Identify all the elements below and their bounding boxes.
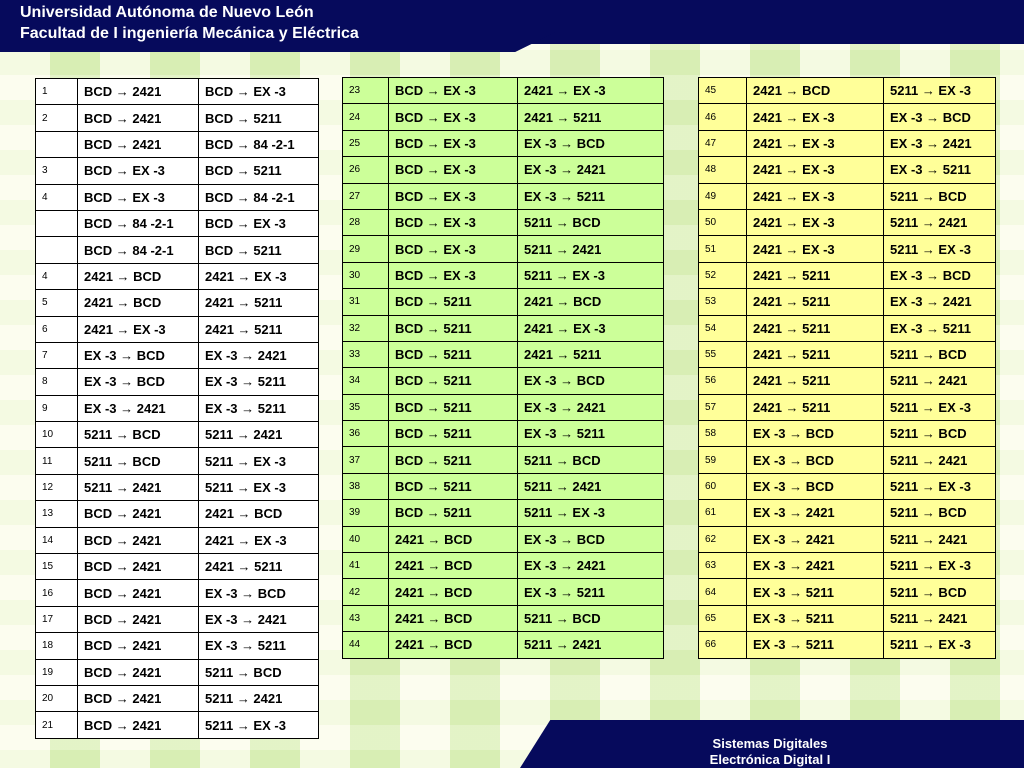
conversion-a: BCD → 5211	[389, 315, 518, 341]
table-row	[343, 473, 664, 499]
conversion-a: EX -3 → 2421	[747, 526, 884, 552]
row-number: 4	[36, 184, 78, 210]
conversion-b: 5211 → BCD	[518, 605, 664, 631]
conversion-a: BCD → 2421	[78, 685, 199, 711]
table-row	[699, 579, 996, 605]
table-row	[36, 395, 319, 421]
table-row	[36, 685, 319, 711]
conversion-table-3	[698, 77, 996, 659]
conversion-a: EX -3 → 5211	[747, 605, 884, 631]
table-row	[343, 500, 664, 526]
row-number: 47	[699, 130, 747, 156]
conversion-b: EX -3 → 2421	[884, 289, 996, 315]
row-number: 30	[343, 262, 389, 288]
conversion-b: BCD → 84 -2-1	[199, 184, 319, 210]
row-number: 31	[343, 289, 389, 315]
row-number: 66	[699, 632, 747, 658]
table-row	[699, 236, 996, 262]
row-number: 56	[699, 368, 747, 394]
conversion-b: EX -3 → BCD	[518, 368, 664, 394]
conversion-a: 2421 → EX -3	[747, 209, 884, 235]
table-row	[699, 368, 996, 394]
conversion-a: 2421 → BCD	[389, 605, 518, 631]
table-row	[699, 447, 996, 473]
row-number: 53	[699, 289, 747, 315]
conversion-a: 2421 → BCD	[389, 526, 518, 552]
conversion-a: BCD → EX -3	[389, 262, 518, 288]
conversion-a: BCD → EX -3	[389, 236, 518, 262]
table-row	[36, 633, 319, 659]
row-number	[36, 131, 78, 157]
conversion-a: 2421 → BCD	[389, 632, 518, 658]
conversion-a: 5211 → BCD	[78, 422, 199, 448]
table-row	[36, 105, 319, 131]
conversion-a: 2421 → BCD	[389, 553, 518, 579]
conversion-b: EX -3 → BCD	[518, 526, 664, 552]
conversion-a: 2421 → EX -3	[747, 130, 884, 156]
conversion-a: BCD → 5211	[389, 500, 518, 526]
conversion-b: 5211 → BCD	[884, 579, 996, 605]
conversion-a: 2421 → BCD	[747, 78, 884, 104]
table-row	[699, 421, 996, 447]
row-number: 63	[699, 553, 747, 579]
row-number: 26	[343, 157, 389, 183]
conversion-a: BCD → 2421	[78, 606, 199, 632]
table-row	[699, 262, 996, 288]
table-row	[343, 209, 664, 235]
conversion-b: BCD → 84 -2-1	[199, 131, 319, 157]
conversion-a: EX -3 → 5211	[747, 632, 884, 658]
row-number: 36	[343, 421, 389, 447]
conversion-a: BCD → 5211	[389, 368, 518, 394]
conversion-a: EX -3 → BCD	[78, 342, 199, 368]
conversion-b: 5211 → EX -3	[884, 473, 996, 499]
row-number: 45	[699, 78, 747, 104]
table-row	[36, 606, 319, 632]
conversion-b: 5211 → EX -3	[884, 236, 996, 262]
conversion-a: 2421 → 5211	[747, 341, 884, 367]
table-row	[343, 605, 664, 631]
table-row	[343, 236, 664, 262]
table-row	[343, 579, 664, 605]
row-number: 11	[36, 448, 78, 474]
conversion-b: EX -3 → 5211	[518, 421, 664, 447]
table-row	[343, 421, 664, 447]
row-number	[36, 237, 78, 263]
conversion-b: 5211 → 2421	[884, 526, 996, 552]
table-row	[699, 104, 996, 130]
conversion-b: EX -3 → 2421	[199, 342, 319, 368]
table-row	[343, 368, 664, 394]
row-number: 55	[699, 341, 747, 367]
conversion-b: BCD → 5211	[199, 158, 319, 184]
conversion-b: 2421 → 5211	[199, 316, 319, 342]
conversion-a: EX -3 → BCD	[78, 369, 199, 395]
table-row	[36, 448, 319, 474]
table-row	[699, 553, 996, 579]
conversion-a: EX -3 → 5211	[747, 579, 884, 605]
table-row	[36, 316, 319, 342]
conversion-b: BCD → 5211	[199, 237, 319, 263]
row-number: 6	[36, 316, 78, 342]
table-row	[36, 369, 319, 395]
conversion-a: BCD → 2421	[78, 712, 199, 738]
row-number: 38	[343, 473, 389, 499]
table-row	[699, 209, 996, 235]
conversion-a: BCD → 5211	[389, 473, 518, 499]
conversion-a: EX -3 → BCD	[747, 421, 884, 447]
faculty-title: Facultad de I ingeniería Mecánica y Eléctrica	[20, 25, 359, 42]
row-number: 14	[36, 527, 78, 553]
conversion-a: BCD → 5211	[389, 421, 518, 447]
conversion-b: EX -3 → 5211	[884, 157, 996, 183]
conversion-b: 5211 → BCD	[518, 447, 664, 473]
conversion-a: EX -3 → BCD	[747, 473, 884, 499]
table-row	[36, 210, 319, 236]
conversion-a: BCD → 5211	[389, 289, 518, 315]
conversion-a: BCD → EX -3	[389, 183, 518, 209]
conversion-a: EX -3 → 2421	[747, 500, 884, 526]
conversion-b: 5211 → 2421	[199, 422, 319, 448]
row-number: 54	[699, 315, 747, 341]
conversion-b: 2421 → 5211	[518, 341, 664, 367]
table-row	[343, 183, 664, 209]
row-number: 51	[699, 236, 747, 262]
row-number: 39	[343, 500, 389, 526]
conversion-b: 2421 → EX -3	[199, 527, 319, 553]
conversion-a: EX -3 → BCD	[747, 447, 884, 473]
row-number: 57	[699, 394, 747, 420]
row-number: 37	[343, 447, 389, 473]
conversion-b: EX -3 → BCD	[199, 580, 319, 606]
conversion-b: 5211 → BCD	[884, 421, 996, 447]
row-number: 7	[36, 342, 78, 368]
row-number: 5	[36, 290, 78, 316]
conversion-b: 2421 → BCD	[518, 289, 664, 315]
row-number: 61	[699, 500, 747, 526]
conversion-a: 2421 → 5211	[747, 289, 884, 315]
conversion-b: EX -3 → 5211	[199, 369, 319, 395]
conversion-b: 5211 → BCD	[884, 500, 996, 526]
row-number: 23	[343, 78, 389, 104]
conversion-a: BCD → 2421	[78, 659, 199, 685]
table-row	[36, 474, 319, 500]
row-number: 18	[36, 633, 78, 659]
row-number: 43	[343, 605, 389, 631]
table-row	[699, 500, 996, 526]
conversion-b: BCD → 5211	[199, 105, 319, 131]
conversion-a: BCD → 2421	[78, 527, 199, 553]
conversion-a: 2421 → EX -3	[747, 236, 884, 262]
table-row	[36, 554, 319, 580]
conversion-a: BCD → EX -3	[389, 209, 518, 235]
conversion-b: 5211 → 2421	[518, 632, 664, 658]
conversion-b: EX -3 → 5211	[199, 633, 319, 659]
row-number: 10	[36, 422, 78, 448]
row-number: 15	[36, 554, 78, 580]
table-row	[36, 342, 319, 368]
conversion-a: 2421 → 5211	[747, 315, 884, 341]
table-row	[343, 526, 664, 552]
conversion-a: 2421 → EX -3	[747, 104, 884, 130]
conversion-b: 5211 → EX -3	[518, 500, 664, 526]
conversion-a: BCD → EX -3	[389, 78, 518, 104]
row-number: 32	[343, 315, 389, 341]
conversion-a: BCD → 2421	[78, 580, 199, 606]
table-row	[36, 290, 319, 316]
table-row	[343, 632, 664, 658]
conversion-b: 5211 → BCD	[518, 209, 664, 235]
row-number: 34	[343, 368, 389, 394]
row-number: 42	[343, 579, 389, 605]
conversion-a: BCD → 2421	[78, 501, 199, 527]
conversion-a: BCD → 2421	[78, 105, 199, 131]
table-row	[343, 130, 664, 156]
row-number: 17	[36, 606, 78, 632]
row-number: 40	[343, 526, 389, 552]
course-title: Sistemas Digitales	[712, 736, 828, 751]
table-row	[36, 158, 319, 184]
row-number: 16	[36, 580, 78, 606]
table-row	[343, 447, 664, 473]
row-number: 29	[343, 236, 389, 262]
table-row	[699, 183, 996, 209]
table-row	[343, 341, 664, 367]
conversion-b: 5211 → EX -3	[884, 553, 996, 579]
table-row	[343, 289, 664, 315]
conversion-b: 5211 → EX -3	[884, 78, 996, 104]
row-number: 59	[699, 447, 747, 473]
conversion-b: 2421 → 5211	[199, 554, 319, 580]
conversion-b: 5211 → 2421	[518, 236, 664, 262]
table-row	[699, 632, 996, 658]
table-row	[343, 315, 664, 341]
conversion-b: 5211 → EX -3	[199, 474, 319, 500]
conversion-b: 2421 → BCD	[199, 501, 319, 527]
conversion-a: 2421 → BCD	[78, 263, 199, 289]
conversion-a: BCD → 2421	[78, 79, 199, 105]
conversion-a: BCD → 5211	[389, 341, 518, 367]
conversion-b: EX -3 → 5211	[518, 183, 664, 209]
conversion-a: 2421 → 5211	[747, 262, 884, 288]
row-number: 35	[343, 394, 389, 420]
conversion-b: EX -3 → 2421	[518, 157, 664, 183]
course-subtitle: Electrónica Digital I	[709, 752, 831, 767]
row-number	[36, 210, 78, 236]
conversion-a: BCD → EX -3	[389, 104, 518, 130]
table-row	[343, 394, 664, 420]
row-number: 33	[343, 341, 389, 367]
table-row	[699, 315, 996, 341]
conversion-a: BCD → 5211	[389, 447, 518, 473]
conversion-a: 5211 → 2421	[78, 474, 199, 500]
row-number: 58	[699, 421, 747, 447]
table-row	[36, 422, 319, 448]
row-number: 4	[36, 263, 78, 289]
table-row	[36, 659, 319, 685]
table-row	[699, 341, 996, 367]
conversion-b: EX -3 → 2421	[518, 553, 664, 579]
conversion-a: EX -3 → 2421	[747, 553, 884, 579]
conversion-b: 5211 → 2421	[518, 473, 664, 499]
row-number: 46	[699, 104, 747, 130]
table-row	[36, 131, 319, 157]
row-number: 9	[36, 395, 78, 421]
conversion-b: 5211 → 2421	[884, 605, 996, 631]
conversion-b: EX -3 → BCD	[884, 262, 996, 288]
table-row	[699, 526, 996, 552]
conversion-b: 2421 → EX -3	[518, 315, 664, 341]
row-number: 44	[343, 632, 389, 658]
conversion-a: BCD → EX -3	[389, 157, 518, 183]
row-number: 25	[343, 130, 389, 156]
conversion-b: EX -3 → BCD	[884, 104, 996, 130]
conversion-a: 2421 → EX -3	[747, 157, 884, 183]
conversion-b: 2421 → 5211	[199, 290, 319, 316]
row-number: 41	[343, 553, 389, 579]
conversion-b: 5211 → EX -3	[518, 262, 664, 288]
table-row	[343, 104, 664, 130]
conversion-a: BCD → 84 -2-1	[78, 237, 199, 263]
table-row	[36, 184, 319, 210]
row-number: 64	[699, 579, 747, 605]
conversion-b: EX -3 → 2421	[884, 130, 996, 156]
row-number: 21	[36, 712, 78, 738]
conversion-b: 5211 → EX -3	[884, 394, 996, 420]
conversion-a: 2421 → BCD	[78, 290, 199, 316]
conversion-a: 5211 → BCD	[78, 448, 199, 474]
table-row	[343, 157, 664, 183]
university-title: Universidad Autónoma de Nuevo León	[20, 4, 314, 21]
table-row	[36, 527, 319, 553]
table-row	[699, 473, 996, 499]
conversion-b: BCD → EX -3	[199, 210, 319, 236]
conversion-a: BCD → EX -3	[78, 158, 199, 184]
conversion-a: 2421 → BCD	[389, 579, 518, 605]
table-row	[343, 262, 664, 288]
conversion-b: 5211 → BCD	[199, 659, 319, 685]
row-number: 13	[36, 501, 78, 527]
conversion-a: EX -3 → 2421	[78, 395, 199, 421]
row-number: 62	[699, 526, 747, 552]
conversion-a: 2421 → 5211	[747, 368, 884, 394]
conversion-b: 5211 → 2421	[199, 685, 319, 711]
conversion-a: BCD → 2421	[78, 131, 199, 157]
conversion-a: BCD → 2421	[78, 554, 199, 580]
table-row	[699, 605, 996, 631]
table-row	[36, 580, 319, 606]
row-number: 1	[36, 79, 78, 105]
table-row	[36, 263, 319, 289]
conversion-b: 5211 → BCD	[884, 183, 996, 209]
table-row	[343, 553, 664, 579]
conversion-b: EX -3 → BCD	[518, 130, 664, 156]
row-number: 48	[699, 157, 747, 183]
row-number: 50	[699, 209, 747, 235]
table-row	[699, 394, 996, 420]
row-number: 12	[36, 474, 78, 500]
conversion-b: 2421 → 5211	[518, 104, 664, 130]
conversion-a: BCD → 84 -2-1	[78, 210, 199, 236]
row-number: 20	[36, 685, 78, 711]
table-row	[36, 237, 319, 263]
table-row	[699, 130, 996, 156]
row-number: 49	[699, 183, 747, 209]
conversion-b: EX -3 → 5211	[199, 395, 319, 421]
conversion-a: BCD → EX -3	[389, 130, 518, 156]
conversion-b: EX -3 → 2421	[199, 606, 319, 632]
row-number: 28	[343, 209, 389, 235]
conversion-a: 2421 → 5211	[747, 394, 884, 420]
conversion-b: 5211 → EX -3	[199, 712, 319, 738]
conversion-a: BCD → EX -3	[78, 184, 199, 210]
conversion-a: BCD → 2421	[78, 633, 199, 659]
row-number: 52	[699, 262, 747, 288]
conversion-b: 5211 → 2421	[884, 368, 996, 394]
row-number: 27	[343, 183, 389, 209]
conversion-a: BCD → 5211	[389, 394, 518, 420]
conversion-b: EX -3 → 5211	[884, 315, 996, 341]
conversion-b: BCD → EX -3	[199, 79, 319, 105]
row-number: 24	[343, 104, 389, 130]
row-number: 8	[36, 369, 78, 395]
conversion-b: 5211 → EX -3	[199, 448, 319, 474]
conversion-b: 5211 → EX -3	[884, 632, 996, 658]
table-row	[699, 157, 996, 183]
table-row	[699, 78, 996, 104]
conversion-b: 5211 → BCD	[884, 341, 996, 367]
conversion-b: 5211 → 2421	[884, 447, 996, 473]
conversion-b: 2421 → EX -3	[518, 78, 664, 104]
row-number: 2	[36, 105, 78, 131]
conversion-b: 5211 → 2421	[884, 209, 996, 235]
conversion-a: 2421 → EX -3	[78, 316, 199, 342]
conversion-table-2	[342, 77, 664, 659]
conversion-b: 2421 → EX -3	[199, 263, 319, 289]
row-number: 65	[699, 605, 747, 631]
table-row	[699, 289, 996, 315]
row-number: 60	[699, 473, 747, 499]
conversion-b: EX -3 → 2421	[518, 394, 664, 420]
table-row	[343, 78, 664, 104]
conversion-a: 2421 → EX -3	[747, 183, 884, 209]
table-row	[36, 79, 319, 105]
conversion-b: EX -3 → 5211	[518, 579, 664, 605]
table-row	[36, 501, 319, 527]
conversion-table-1	[35, 78, 319, 739]
row-number: 3	[36, 158, 78, 184]
row-number: 19	[36, 659, 78, 685]
